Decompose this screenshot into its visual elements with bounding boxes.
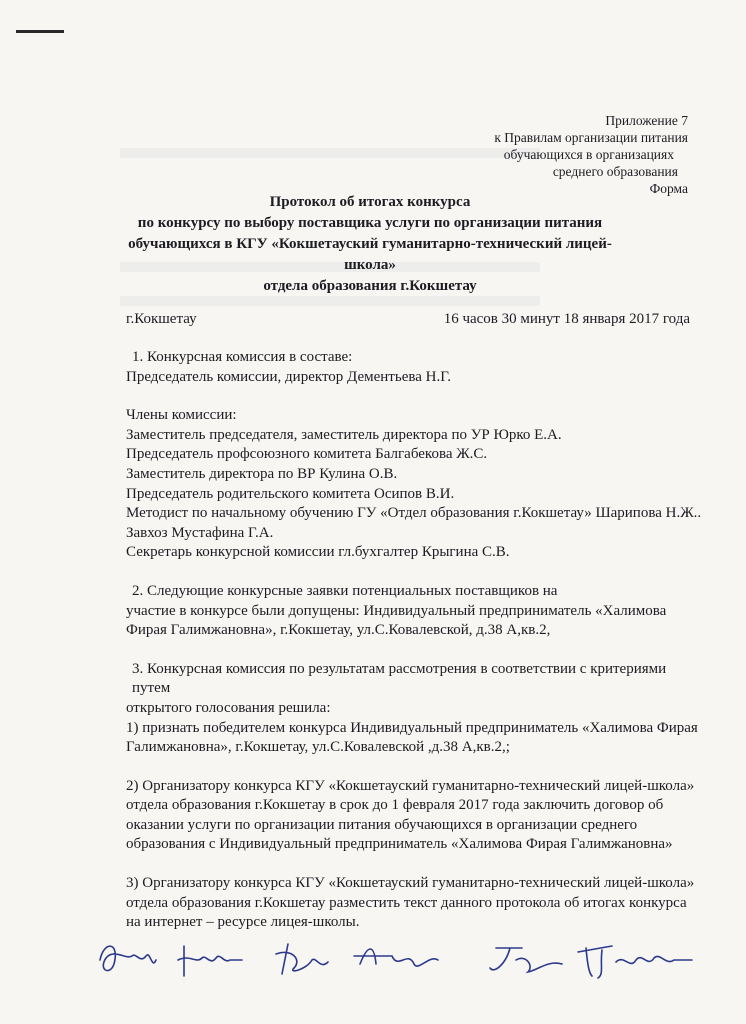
datetime: 16 часов 30 минут 18 января 2017 года <box>443 311 690 327</box>
signature <box>578 946 692 978</box>
appendix-line: Форма <box>649 181 688 196</box>
signature <box>354 949 438 966</box>
members-label: Члены комиссии: <box>126 407 237 424</box>
title-line: Протокол об итогах конкурса <box>269 194 471 210</box>
place-date-line <box>126 311 690 328</box>
signature <box>100 946 156 970</box>
commission-heading: 1. Конкурсная комиссия в составе: <box>132 349 353 365</box>
decision-item-2: оказании услуги по организации питания обучающихся в организации среднего <box>126 816 638 833</box>
member-line: Методист по начальному обучению ГУ «Отдел образования г.Кокшетау» Шарипова Н.Ж.. <box>126 505 702 522</box>
decision-item-2: 2) Организатору конкурса КГУ «Кокшетауский гуманитарно-технический лицей-школа» <box>126 777 695 794</box>
decision-item-1: Галимжановна», г.Кокшетау, ул.С.Ковалевской ,д.38 А,кв.2,; <box>126 739 510 756</box>
title-line: по конкурсу по выбору поставщика услуги по организации питания <box>137 215 603 231</box>
decision-item-1: 1) признать победителем конкурса Индивидуальный предприниматель «Халимова Фирая <box>126 719 698 736</box>
decision-item-3: на интернет – ресурсе лицея-школы. <box>126 914 360 931</box>
member-line: Председатель профсоюзного комитета Балгабекова Ж.С. <box>126 446 488 463</box>
appendix-line: обучающихся в организациях <box>503 147 674 162</box>
member-line: Секретарь конкурсной комиссии гл.бухгалтер Крыгина С.В. <box>126 544 510 561</box>
commission-chair: Председатель комиссии, директор Дементьева Н.Г. <box>126 368 451 385</box>
place: г.Кокшетау <box>126 311 197 327</box>
member-line: Завхоз Мустафина Г.А. <box>126 524 274 541</box>
title-line: обучающихся в КГУ «Кокшетауский гуманитарно-технический лицей-школа» <box>128 236 612 273</box>
member-line: Председатель родительского комитета Осипов В.И. <box>126 485 455 502</box>
appendix-line: среднего образования <box>552 164 678 179</box>
section2-line: участие в конкурсе были допущены: Индивидуальный предприниматель «Халимова <box>126 602 667 619</box>
appendix-line: к Правилам организации питания <box>494 130 688 145</box>
section3-intro: открытого голосования решила: <box>126 699 331 716</box>
appendix-block <box>388 112 688 197</box>
member-line: Заместитель директора по ВР Кулина О.В. <box>126 465 398 482</box>
section2-line: 2. Следующие конкурсные заявки потенциальных поставщиков на <box>132 582 558 599</box>
member-line: Заместитель председателя, заместитель директора по УР Юрко Е.А. <box>126 426 562 443</box>
bleed-through <box>120 296 540 306</box>
section3-intro: 3. Конкурсная комиссия по результатам рассмотрения в соответствии с критериями путем <box>132 660 667 697</box>
signature <box>276 944 328 974</box>
signature <box>490 948 562 972</box>
title-line: отдела образования г.Кокшетау <box>263 278 477 294</box>
scan-mark <box>16 30 64 33</box>
decision-item-3: отдела образования г.Кокшетау разместить текст данного протокола об итогах конкурса <box>126 894 687 911</box>
signatures-row <box>92 930 712 990</box>
decision-item-2: отдела образования г.Кокшетау в срок до 1 февраля 2017 года заключить договор об <box>126 797 664 814</box>
section2-line: Фирая Галимжановна», г.Кокшетау, ул.С.Ковалевской, д.38 А,кв.2, <box>126 622 551 639</box>
signature <box>178 946 242 976</box>
decision-item-3: 3) Организатору конкурса КГУ «Кокшетауский гуманитарно-технический лицей-школа» <box>126 875 695 892</box>
document-title <box>110 192 630 297</box>
decision-item-2: образования с Индивидуальный предприниматель «Халимова Фирая Галимжановна» <box>126 836 673 853</box>
appendix-line: Приложение 7 <box>605 113 688 128</box>
protocol-body <box>126 348 706 933</box>
